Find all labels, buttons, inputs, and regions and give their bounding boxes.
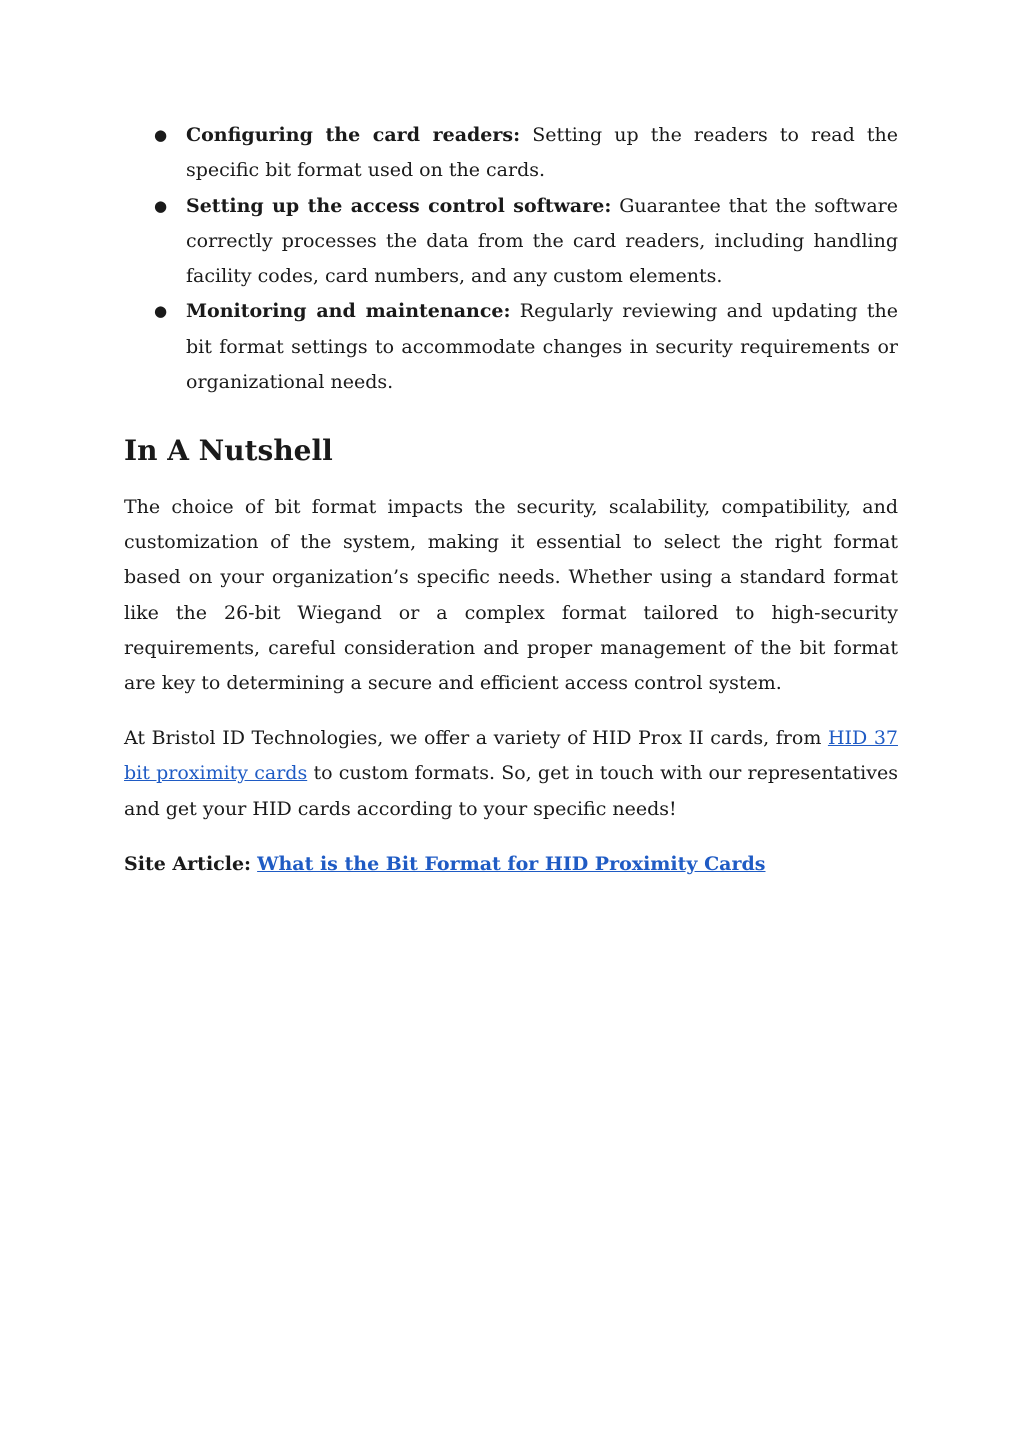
site-article-line [124,847,898,882]
bullet-icon: ● [154,196,168,215]
list-item [124,294,898,400]
hid-37-bit-cards-link[interactable]: HID 37 bit proximity cards [124,727,898,785]
paragraph-text: At Bristol ID Technologies, we offer a variety of HID Prox II cards, from [124,727,828,750]
paragraph-text: to custom formats. So, get in touch with our representatives and get your HID cards according to your specific needs! [124,762,898,820]
document-page [124,118,898,882]
site-article-label: Site Article: [124,852,252,875]
bullet-text: Guarantee that the software correctly processes the data from the card readers, including handling facility codes, card numbers, and any custom elements. [186,194,899,288]
bullet-icon: ● [154,126,168,144]
bullet-label: Setting up the access control software: [186,194,612,217]
list-item [124,189,898,295]
bullet-label: Configuring the card readers: [186,124,521,146]
bullet-label: Monitoring and maintenance: [186,300,511,323]
section-heading: In A Nutshell [124,434,333,468]
site-article-link[interactable]: What is the Bit Format for HID Proximity Cards [257,852,766,875]
summary-paragraph: The choice of bit format impacts the security, scalability, compatibility, and customization of the system, making it essential to select the right format based on your organization’s specific needs. Whether using a standard format like the 26-bit Wiegand or a complex format tailored to high-security requirements, careful consideration and proper management of the bit format are key to determining a secure and efficient access control system. [124,495,898,694]
bullet-text: Regularly reviewing and updating the bit format settings to accommodate changes in security requirements or organizational needs. [186,300,899,394]
bullet-text: Setting up the readers to read the specific bit format used on the cards. [186,124,898,182]
company-paragraph [124,721,898,827]
bullet-icon: ● [154,302,168,321]
bullet-list [124,118,898,400]
list-item [124,118,898,189]
